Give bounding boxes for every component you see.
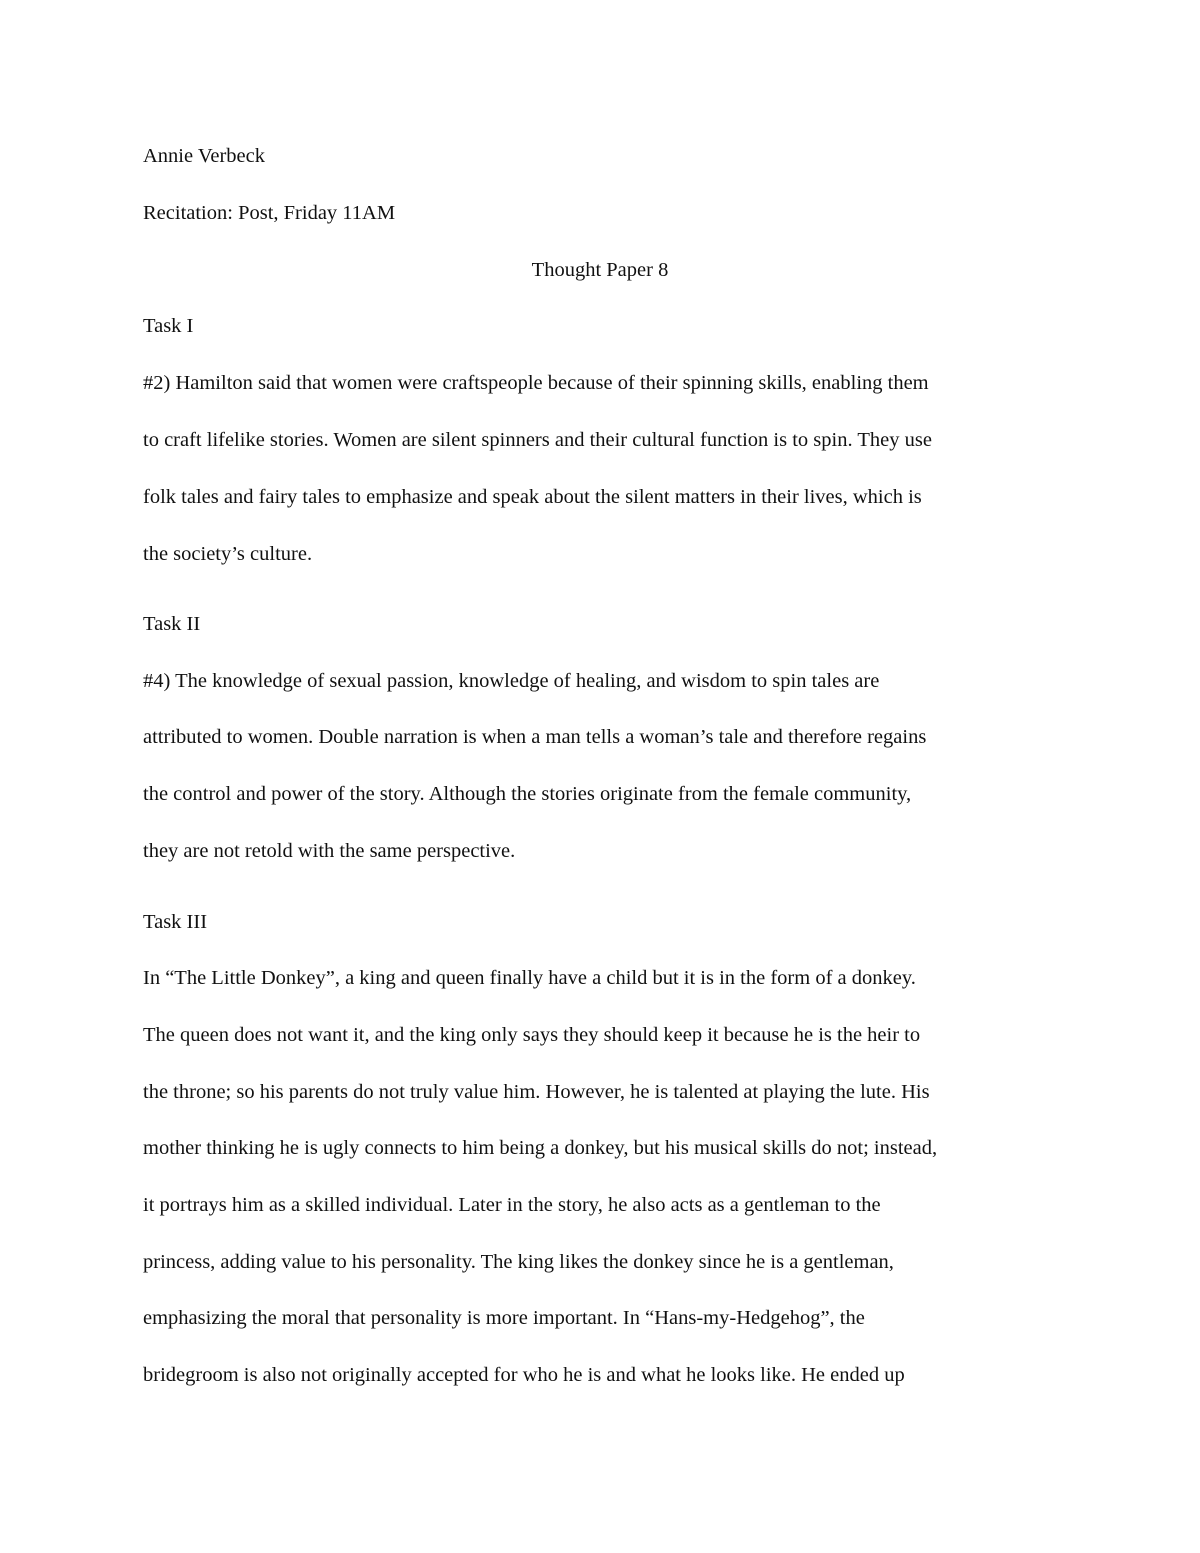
paragraph-line: folk tales and fairy tales to emphasize and speak about the silent matters in their lives, which is <box>143 486 922 508</box>
paragraph-line: The queen does not want it, and the king only says they should keep it because he is the heir to <box>143 1024 921 1046</box>
paragraph-line: the society’s culture. <box>143 543 313 565</box>
paragraph-line: princess, adding value to his personality. The king likes the donkey since he is a gentleman, <box>143 1251 894 1273</box>
paragraph-line: to craft lifelike stories. Women are silent spinners and their cultural function is to spin. They use <box>143 429 932 451</box>
document-title: Thought Paper 8 <box>531 259 669 281</box>
section-heading-task-2: Task II <box>143 613 201 635</box>
recitation-line: Recitation: Post, Friday 11AM <box>143 202 396 224</box>
paragraph-line: attributed to women. Double narration is when a man tells a woman’s tale and therefore regains <box>143 726 927 748</box>
paragraph-line: #4) The knowledge of sexual passion, knowledge of healing, and wisdom to spin tales are <box>143 670 880 692</box>
paragraph-line: bridegroom is also not originally accepted for who he is and what he looks like. He ended up <box>143 1364 905 1386</box>
paragraph-line: it portrays him as a skilled individual. Later in the story, he also acts as a gentleman to the <box>143 1194 881 1216</box>
paragraph-line: the control and power of the story. Although the stories originate from the female community, <box>143 783 912 805</box>
paragraph-line: mother thinking he is ugly connects to him being a donkey, but his musical skills do not; instead, <box>143 1137 938 1159</box>
paragraph-line: they are not retold with the same perspective. <box>143 840 516 862</box>
paragraph-line: In “The Little Donkey”, a king and queen finally have a child but it is in the form of a donkey. <box>143 967 916 989</box>
paragraph-line: the throne; so his parents do not truly value him. However, he is talented at playing the lute. His <box>143 1081 930 1103</box>
author-name: Annie Verbeck <box>143 145 266 167</box>
paragraph-line: #2) Hamilton said that women were craftspeople because of their spinning skills, enabling them <box>143 372 929 394</box>
paragraph-line: emphasizing the moral that personality is more important. In “Hans-my-Hedgehog”, the <box>143 1307 865 1329</box>
section-heading-task-3: Task III <box>143 911 208 933</box>
section-heading-task-1: Task I <box>143 315 194 337</box>
